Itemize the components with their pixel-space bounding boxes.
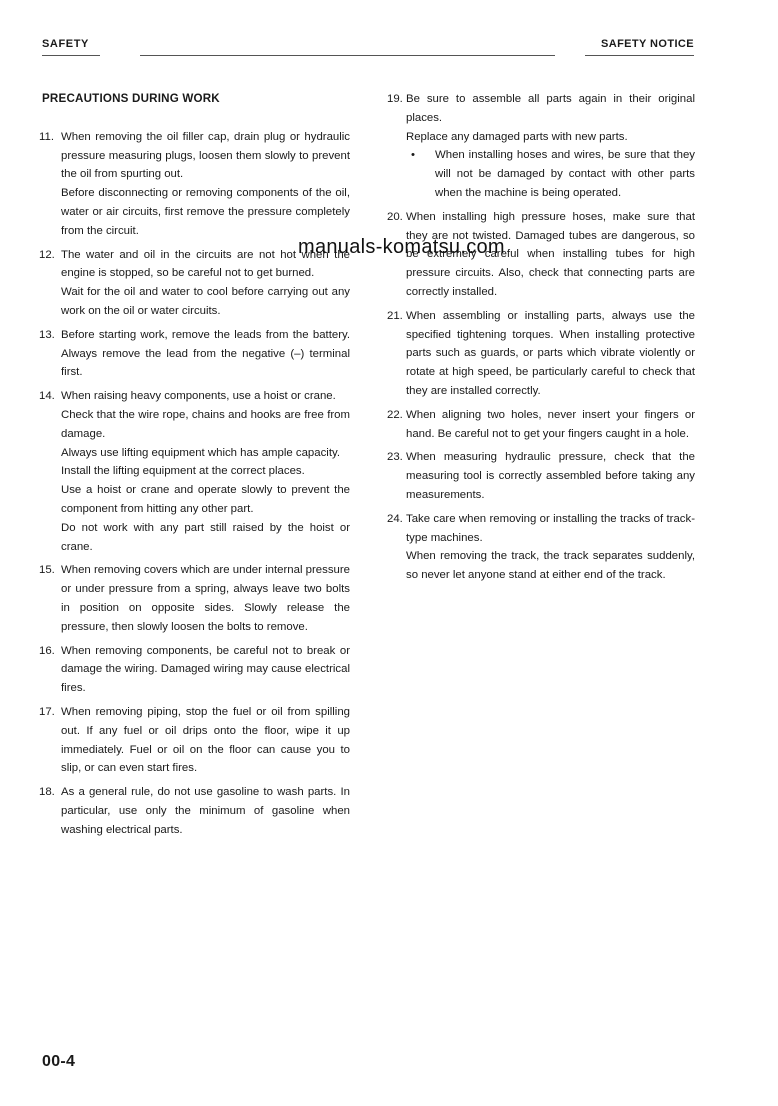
item-paragraph: When removing covers which are under internal pressure or under pressure from a spring, always leave two bolts in position on opposite sides. Slowly release the pressure, then slowly loosen the bolts to remove. (61, 564, 350, 633)
item-paragraph: Replace any damaged parts with new parts. (406, 130, 628, 143)
precaution-item (387, 307, 695, 401)
item-paragraph: When removing piping, stop the fuel or oil from spilling out. If any fuel or oil drips onto the floor, wipe it up immediately. Fuel or oil on the floor can cause you to slip, or can even start fires. (61, 705, 350, 775)
item-number: 11. (39, 130, 54, 143)
item-number: 20. (387, 210, 403, 223)
header-section-label: SAFETY (42, 38, 89, 50)
item-number: 15. (39, 564, 55, 577)
left-item-list (39, 128, 350, 840)
section-title: PRECAUTIONS DURING WORK (42, 92, 220, 105)
item-number: 19. (387, 93, 403, 105)
precaution-item (387, 90, 695, 203)
item-paragraph: When aligning two holes, never insert your fingers or hand. Be careful not to get your fingers caught in a hole. (406, 408, 695, 440)
item-number: 24. (387, 512, 403, 525)
item-paragraph: Before starting work, remove the leads from the battery. Always remove the lead from the negative (–) terminal first. (61, 328, 350, 379)
item-number: 21. (387, 309, 403, 322)
precaution-item (387, 448, 695, 504)
item-number: 17. (39, 705, 55, 718)
precaution-item (39, 642, 350, 698)
precaution-item (39, 326, 350, 382)
item-paragraph: When installing high pressure hoses, make sure that they are not twisted. Damaged tubes are dangerous, so be extremely careful when installing tubes for high pressure circuits. Also, check that connecting parts are correctly installed. (406, 210, 695, 298)
item-paragraph: The water and oil in the circuits are not hot when the engine is stopped, so be careful not to get burned. (61, 248, 350, 280)
item-number: 23. (387, 451, 403, 464)
bullet-text: When installing hoses and wires, be sure that they will not be damaged by contact with other parts when the machine is being operated. (435, 149, 695, 199)
page-number: 00-4 (42, 1053, 76, 1070)
item-number: 14. (39, 390, 55, 403)
item-paragraph: When removing components, be careful not to break or damage the wiring. Damaged wiring may cause electrical fires. (61, 644, 350, 695)
precaution-item (39, 703, 350, 778)
item-paragraph: Check that the wire rope, chains and hooks are free from damage. (61, 408, 350, 440)
precaution-item (39, 128, 350, 241)
item-paragraph: Install the lifting equipment at the correct places. (61, 465, 305, 478)
item-paragraph: When assembling or installing parts, always use the specified tightening torques. When installing protective parts such as guards, or parts which vibrate violently or rotate at high speed, be particularly careful to check that they are installed correctly. (406, 309, 695, 397)
item-paragraph: Use a hoist or crane and operate slowly to prevent the component from hitting any other part. (61, 484, 350, 515)
item-paragraph: Do not work with any part still raised by the hoist or crane. (61, 521, 350, 553)
precaution-item (387, 510, 695, 585)
right-column (387, 90, 695, 590)
watermark: manuals-komatsu.com (298, 236, 505, 258)
item-paragraph: When removing the track, the track separates suddenly, so never let anyone stand at either end of the track. (406, 550, 695, 582)
item-paragraph: Be sure to assemble all parts again in their original places. (406, 93, 695, 124)
precaution-item (39, 561, 350, 636)
item-paragraph: When removing the oil filler cap, drain plug or hydraulic pressure measuring plugs, loosen them slowly to prevent the oil from spurting out. (61, 130, 350, 181)
precaution-item (39, 783, 350, 839)
left-column (39, 90, 350, 844)
item-paragraph: Take care when removing or installing the tracks of track-type machines. (406, 512, 695, 544)
right-item-list (387, 90, 695, 585)
bullet-point (406, 146, 695, 202)
item-paragraph: When measuring hydraulic pressure, check that the measuring tool is correctly assembled before taking any measurements. (406, 451, 695, 501)
precaution-item (39, 387, 350, 556)
item-number: 16. (39, 644, 55, 657)
item-paragraph: As a general rule, do not use gasoline to wash parts. In particular, use only the minimum of gasoline when washing electrical parts. (61, 786, 350, 836)
item-number: 18. (39, 786, 55, 799)
precaution-item (387, 406, 695, 444)
bullet-dot-icon: • (411, 149, 415, 162)
item-paragraph: Before disconnecting or removing components of the oil, water or air circuits, first remove the pressure completely from the circuit. (61, 187, 350, 237)
header-rule-gap (100, 53, 140, 57)
item-number: 22. (387, 408, 403, 421)
header-chapter-label: SAFETY NOTICE (600, 38, 694, 50)
item-number: 13. (39, 328, 55, 341)
item-number: 12. (39, 248, 55, 261)
item-paragraph: When raising heavy components, use a hoist or crane. (61, 390, 336, 403)
header-rule-gap (555, 53, 585, 57)
item-paragraph: Always use lifting equipment which has ample capacity. (61, 446, 340, 459)
item-paragraph: Wait for the oil and water to cool before carrying out any work on the oil or water circuits. (61, 286, 350, 317)
